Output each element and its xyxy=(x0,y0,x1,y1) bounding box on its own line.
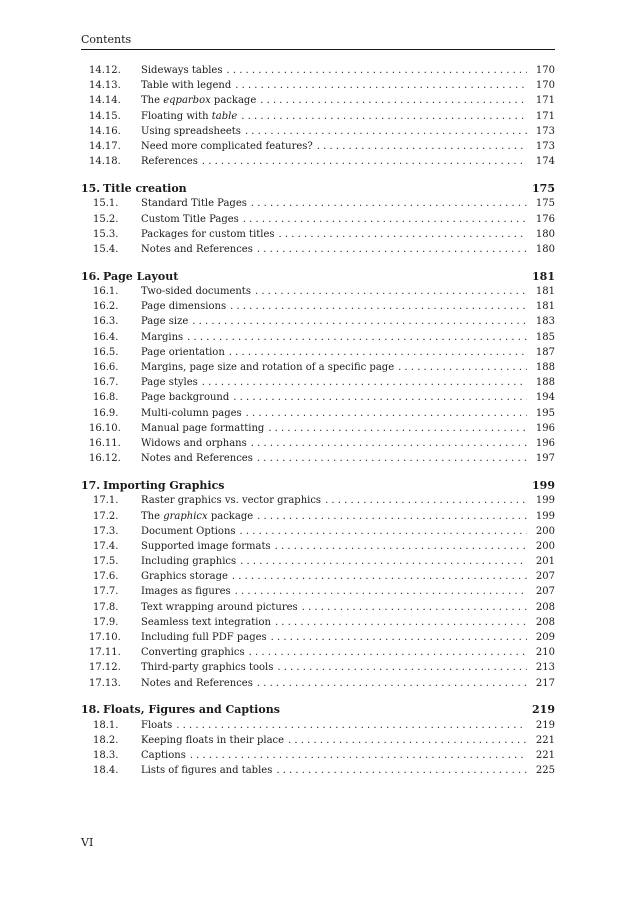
entry-page: 219 xyxy=(535,719,555,731)
running-head xyxy=(81,33,555,50)
toc-entry[interactable] xyxy=(81,600,555,615)
entry-title: Page size xyxy=(141,316,189,328)
entry-page: 171 xyxy=(535,110,555,122)
toc-entry[interactable] xyxy=(81,763,555,778)
entry-title: Margins xyxy=(141,331,184,343)
entry-title-emphasis: eqparbox xyxy=(163,95,211,107)
entry-title: Page dimensions xyxy=(141,301,227,313)
entry-title: Two-sided documents xyxy=(141,286,251,298)
toc-entry[interactable] xyxy=(81,539,555,554)
chapter-title: Importing Graphics xyxy=(103,478,225,492)
entry-title: Using spreadsheets xyxy=(141,125,241,137)
entry-title-pre: Floating with xyxy=(141,110,212,122)
entry-page: 221 xyxy=(535,750,555,762)
entry-title: Page orientation xyxy=(141,346,225,358)
chapter-title: Floats, Figures and Captions xyxy=(103,703,280,717)
entry-page: 188 xyxy=(535,362,555,373)
dot-leader xyxy=(268,421,527,436)
entry-title: Captions xyxy=(141,750,186,762)
entry-number: 15.2. xyxy=(93,213,119,225)
entry-title: Including full PDF pages xyxy=(141,632,267,643)
entry-page: 209 xyxy=(535,632,555,643)
dot-leader xyxy=(192,314,527,329)
chapter-page: 219 xyxy=(532,703,555,717)
toc-entry[interactable] xyxy=(81,660,555,675)
dot-leader xyxy=(302,600,527,615)
entry-title: Document Options xyxy=(141,525,236,537)
entry-page: 174 xyxy=(535,156,555,168)
chapter-number: 16. xyxy=(81,269,101,283)
toc-entry[interactable] xyxy=(81,78,555,93)
toc-entry[interactable] xyxy=(81,390,555,405)
dot-leader xyxy=(275,615,527,630)
entry-number: 14.12. xyxy=(89,65,121,76)
toc-entry[interactable] xyxy=(81,139,555,154)
dot-leader xyxy=(202,154,527,169)
entry-number: 17.6. xyxy=(93,571,119,583)
entry-title: Need more complicated features? xyxy=(141,140,313,152)
dot-leader xyxy=(279,227,527,242)
entry-page: 195 xyxy=(535,407,555,419)
toc-entry[interactable] xyxy=(81,299,555,314)
entry-page: 181 xyxy=(535,301,555,313)
dot-leader xyxy=(187,330,527,345)
dot-leader xyxy=(240,554,527,569)
entry-page: 180 xyxy=(535,243,555,255)
entry-number: 16.3. xyxy=(93,316,119,328)
entry-page: 176 xyxy=(535,213,555,225)
entry-page: 221 xyxy=(535,734,555,746)
entry-page: 213 xyxy=(535,662,555,674)
dot-leader xyxy=(245,124,527,139)
toc-entry[interactable] xyxy=(81,406,555,421)
entry-page: 170 xyxy=(535,65,555,76)
entry-number: 16.4. xyxy=(93,331,119,343)
toc-entry[interactable] xyxy=(81,436,555,451)
dot-leader xyxy=(398,360,527,375)
entry-title: Including graphics xyxy=(141,556,237,568)
dot-leader xyxy=(232,569,527,584)
entry-number: 17.4. xyxy=(93,540,119,552)
entry-title: Notes and References xyxy=(141,453,253,465)
entry-page: 196 xyxy=(535,422,555,434)
toc-entry[interactable] xyxy=(81,569,555,584)
entry-number: 16.7. xyxy=(93,377,119,389)
entry-page: 208 xyxy=(535,616,555,628)
entry-number: 14.15. xyxy=(89,110,121,122)
toc-entry[interactable] xyxy=(81,493,555,508)
toc-entry[interactable] xyxy=(81,196,555,211)
entry-number: 16.6. xyxy=(93,362,119,373)
entry-title: Notes and References xyxy=(141,677,253,689)
entry-number: 17.7. xyxy=(93,586,119,598)
toc-entry[interactable] xyxy=(81,227,555,242)
chapter-page: 181 xyxy=(532,269,555,283)
entry-page: 208 xyxy=(535,601,555,613)
entry-page: 181 xyxy=(535,286,555,298)
entry-title xyxy=(141,109,237,124)
dot-leader xyxy=(257,676,527,691)
entry-number: 16.8. xyxy=(93,392,119,404)
chapter-title: Title creation xyxy=(103,181,187,195)
entry-title-pre: The xyxy=(141,510,164,522)
entry-number: 16.10. xyxy=(89,422,121,434)
chapter-number: 15. xyxy=(81,181,101,195)
toc-entry[interactable] xyxy=(81,212,555,227)
entry-page: 199 xyxy=(535,510,555,522)
toc-entry[interactable] xyxy=(81,718,555,733)
entry-number: 14.17. xyxy=(89,140,121,152)
entry-number: 17.13. xyxy=(89,677,121,689)
toc-entry[interactable] xyxy=(81,421,555,436)
entry-title: Page background xyxy=(141,392,230,404)
entry-number: 18.1. xyxy=(93,719,119,731)
entry-number: 17.12. xyxy=(89,662,121,674)
dot-leader xyxy=(257,509,527,524)
toc-entry[interactable] xyxy=(81,554,555,569)
chapter-page: 199 xyxy=(532,478,555,492)
entry-page: 201 xyxy=(535,556,555,568)
entry-page: 187 xyxy=(535,346,555,358)
entry-number: 17.1. xyxy=(93,495,119,507)
dot-leader xyxy=(271,630,527,645)
toc-chapter[interactable] xyxy=(81,269,555,285)
entry-page: 197 xyxy=(535,453,555,465)
entry-title: Supported image formats xyxy=(141,540,271,552)
toc-entry[interactable] xyxy=(81,748,555,763)
entry-number: 17.10. xyxy=(89,632,121,643)
entry-title: Images as figures xyxy=(141,586,231,598)
chapter-number: 17. xyxy=(81,478,101,492)
entry-title-emphasis: table xyxy=(211,110,238,122)
entry-page: 180 xyxy=(535,228,555,240)
toc-entry[interactable] xyxy=(81,284,555,299)
entry-page: 194 xyxy=(535,392,555,404)
entry-page: 173 xyxy=(535,125,555,137)
entry-title: Page styles xyxy=(141,377,198,389)
entry-title: Manual page formatting xyxy=(141,422,265,434)
entry-title: Lists of figures and tables xyxy=(141,765,273,777)
entry-number: 14.13. xyxy=(89,80,121,92)
entry-page: 171 xyxy=(535,95,555,107)
toc-entry[interactable] xyxy=(81,63,555,78)
toc-entry[interactable] xyxy=(81,242,555,257)
dot-leader xyxy=(276,763,527,778)
toc-entry[interactable] xyxy=(81,584,555,599)
dot-leader xyxy=(240,524,527,539)
entry-page: 199 xyxy=(535,495,555,507)
toc-entry[interactable] xyxy=(81,93,555,108)
entry-number: 17.2. xyxy=(93,510,119,522)
entry-title: Floats xyxy=(141,719,173,731)
entry-title: Keeping floats in their place xyxy=(141,734,285,746)
dot-leader xyxy=(275,539,527,554)
dot-leader xyxy=(233,390,527,405)
dot-leader xyxy=(246,406,527,421)
dot-leader xyxy=(226,63,527,78)
entry-title: Table with legend xyxy=(141,80,232,92)
dot-leader xyxy=(249,645,527,660)
entry-title: Text wrapping around pictures xyxy=(141,601,298,613)
dot-leader xyxy=(251,436,527,451)
entry-number: 16.5. xyxy=(93,346,119,358)
entry-number: 17.3. xyxy=(93,525,119,537)
dot-leader xyxy=(230,299,527,314)
dot-leader xyxy=(325,493,527,508)
entry-number: 16.1. xyxy=(93,286,119,298)
entry-title-post: package xyxy=(210,95,257,107)
dot-leader xyxy=(288,733,527,748)
entry-page: 217 xyxy=(535,677,555,689)
entry-page: 225 xyxy=(535,765,555,777)
dot-leader xyxy=(229,345,527,360)
entry-title: Sideways tables xyxy=(141,65,223,76)
toc-entry[interactable] xyxy=(81,124,555,139)
entry-title: Custom Title Pages xyxy=(141,213,239,225)
entry-page: 200 xyxy=(535,540,555,552)
toc-entry[interactable] xyxy=(81,375,555,390)
toc-entry[interactable] xyxy=(81,109,555,124)
toc-entry[interactable] xyxy=(81,676,555,691)
entry-page: 175 xyxy=(535,198,555,210)
toc-entry[interactable] xyxy=(81,314,555,329)
toc-entry[interactable] xyxy=(81,509,555,524)
entry-page: 188 xyxy=(535,377,555,389)
toc-entry[interactable] xyxy=(81,451,555,466)
entry-number: 17.5. xyxy=(93,556,119,568)
toc-entry[interactable] xyxy=(81,645,555,660)
entry-number: 15.4. xyxy=(93,243,119,255)
entry-number: 17.9. xyxy=(93,616,119,628)
dot-leader xyxy=(190,748,527,763)
chapter-page: 175 xyxy=(532,181,555,195)
toc-entry[interactable] xyxy=(81,330,555,345)
entry-page: 170 xyxy=(535,80,555,92)
dot-leader xyxy=(176,718,527,733)
entry-number: 16.12. xyxy=(89,453,121,465)
entry-page: 183 xyxy=(535,316,555,328)
entry-number: 18.4. xyxy=(93,765,119,777)
entry-title: Standard Title Pages xyxy=(141,198,247,210)
entry-page: 200 xyxy=(535,525,555,537)
entry-title: Third-party graphics tools xyxy=(141,662,274,674)
entry-title-pre: The xyxy=(141,95,164,107)
entry-number: 17.8. xyxy=(93,601,119,613)
chapter-title: Page Layout xyxy=(103,269,179,283)
entry-title xyxy=(141,509,253,524)
entry-number: 14.14. xyxy=(89,95,121,107)
entry-page: 210 xyxy=(535,647,555,659)
entry-title: Raster graphics vs. vector graphics xyxy=(141,495,322,507)
toc-entry[interactable] xyxy=(81,733,555,748)
entry-title: Graphics storage xyxy=(141,571,228,583)
dot-leader xyxy=(235,78,527,93)
entry-number: 18.2. xyxy=(93,734,119,746)
toc-entry[interactable] xyxy=(81,524,555,539)
dot-leader xyxy=(260,93,527,108)
entry-title-post: package xyxy=(207,510,254,522)
chapter-number: 18. xyxy=(81,703,101,717)
table-of-contents xyxy=(81,63,555,779)
entry-title xyxy=(141,93,256,108)
toc-chapter[interactable] xyxy=(81,702,555,718)
entry-title-emphasis: graphicx xyxy=(163,510,208,522)
entry-number: 18.3. xyxy=(93,750,119,762)
entry-title: Converting graphics xyxy=(141,647,245,659)
toc-entry[interactable] xyxy=(81,345,555,360)
entry-title: Widows and orphans xyxy=(141,437,247,449)
entry-title: Multi-column pages xyxy=(141,407,242,419)
entry-title: Notes and References xyxy=(141,243,253,255)
toc-chapter[interactable] xyxy=(81,181,555,197)
toc-entry[interactable] xyxy=(81,615,555,630)
entry-number: 16.9. xyxy=(93,407,119,419)
entry-number: 15.1. xyxy=(93,198,119,210)
page-number: VI xyxy=(81,836,94,849)
entry-title: References xyxy=(141,156,198,168)
entry-title: Margins, page size and rotation of a specific page xyxy=(141,362,395,373)
entry-title: Seamless text integration xyxy=(141,616,271,628)
dot-leader xyxy=(317,139,527,154)
entry-number: 17.11. xyxy=(89,647,121,659)
dot-leader xyxy=(235,584,527,599)
dot-leader xyxy=(257,451,527,466)
dot-leader xyxy=(257,242,527,257)
dot-leader xyxy=(202,375,527,390)
dot-leader xyxy=(241,109,527,124)
dot-leader xyxy=(255,284,527,299)
entry-page: 185 xyxy=(535,331,555,343)
entry-page: 207 xyxy=(535,586,555,598)
entry-number: 15.3. xyxy=(93,228,119,240)
toc-entry[interactable] xyxy=(81,630,555,645)
toc-entry[interactable] xyxy=(81,154,555,169)
entry-title: Packages for custom titles xyxy=(141,228,275,240)
entry-page: 207 xyxy=(535,571,555,583)
dot-leader xyxy=(251,196,527,211)
running-head-title: Contents xyxy=(81,33,132,46)
entry-number: 16.11. xyxy=(89,437,121,449)
dot-leader xyxy=(277,660,527,675)
toc-chapter[interactable] xyxy=(81,478,555,494)
dot-leader xyxy=(243,212,527,227)
entry-number: 14.16. xyxy=(89,125,121,137)
entry-number: 14.18. xyxy=(89,156,121,168)
toc-entry[interactable] xyxy=(81,360,555,375)
entry-page: 196 xyxy=(535,437,555,449)
entry-page: 173 xyxy=(535,140,555,152)
entry-number: 16.2. xyxy=(93,301,119,313)
